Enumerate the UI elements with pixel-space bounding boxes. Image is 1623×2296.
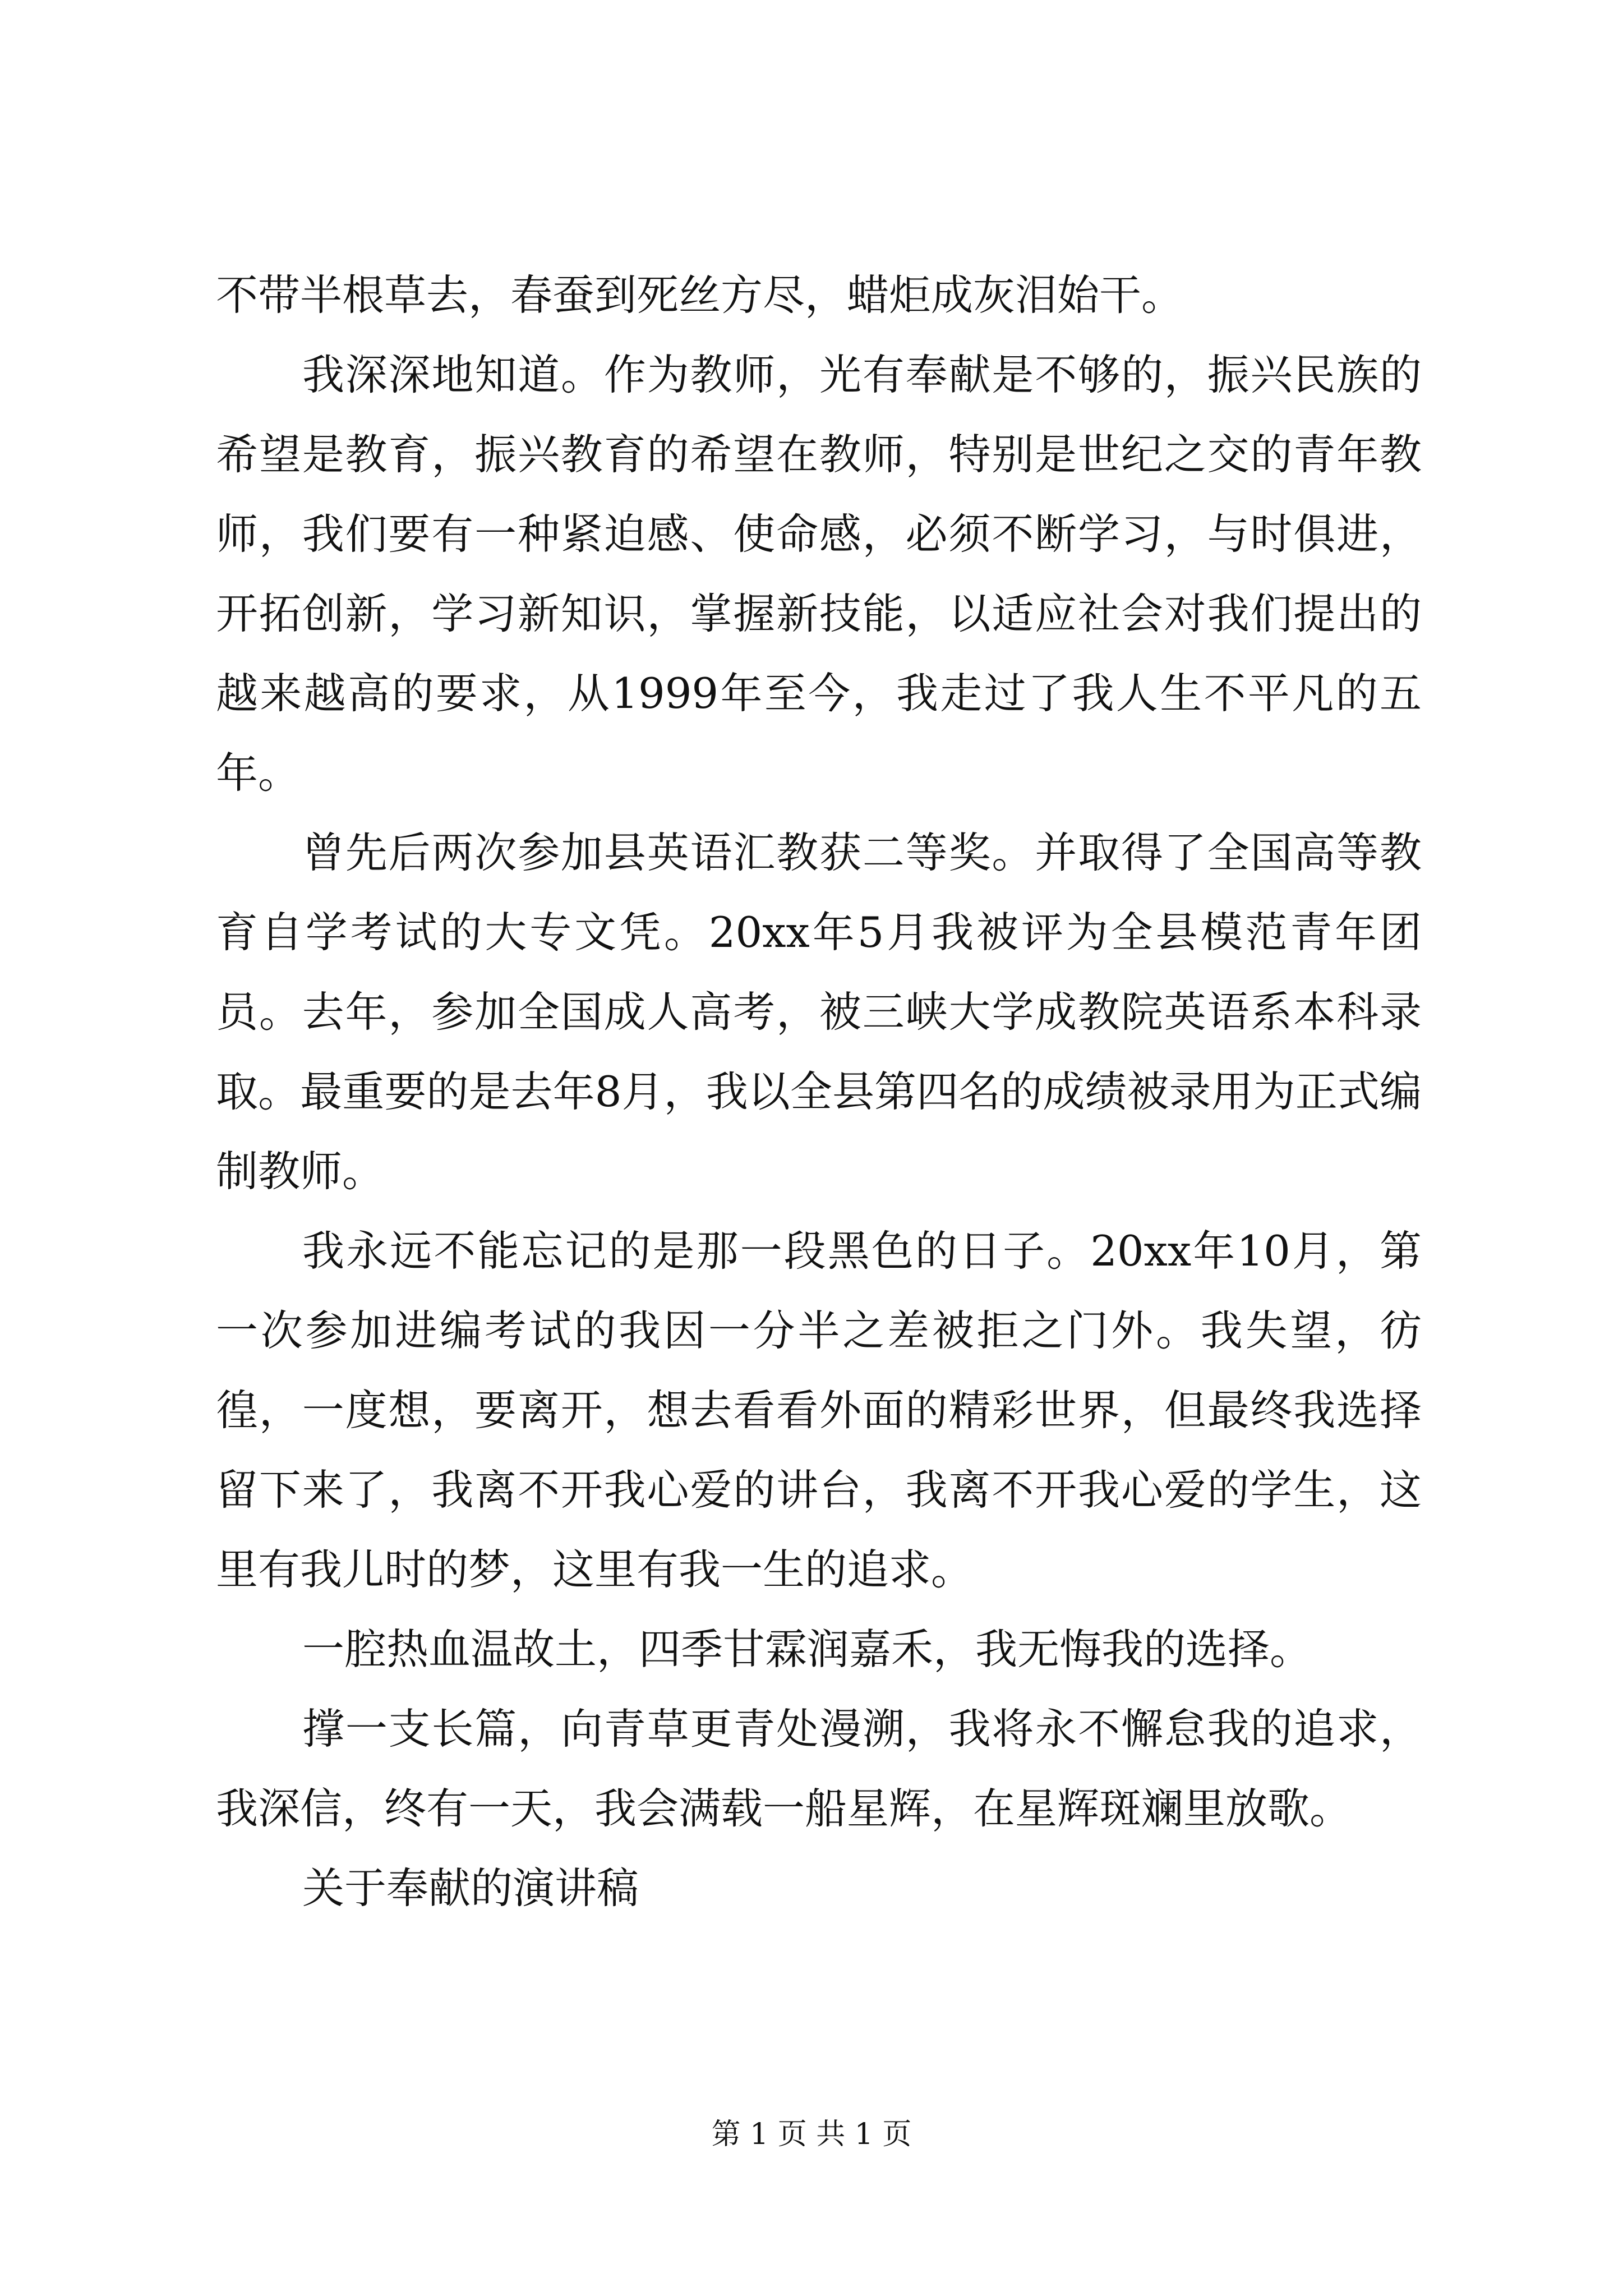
paragraph-achievements: 曾先后两次参加县英语汇教获二等奖。并取得了全国高等教育自学考试的大专文凭。20xx年5月我被评为全县模范青年团员。去年，参加全国成人高考，被三峡大学成教院英语系本科录取。最重要的是去年8月，我以全县第四名的成绩被录用为正式编制教师。 xyxy=(216,828,1422,1196)
paragraph-dark-days: 我永远不能忘记的是那一段黑色的日子。20xx年10月，第一次参加进编考试的我因一分半之差被拒之门外。我失望，彷徨，一度想，要离开，想去看看外面的精彩世界，但最终我选择留下来了，我离不开我心爱的讲台，我离不开我心爱的学生，这里有我儿时的梦，这里有我一生的追求。 xyxy=(216,1226,1422,1594)
paragraph-continuation: 不带半根草去，春蚕到死丝方尽，蜡炬成灰泪始干。 xyxy=(216,270,1184,320)
document-title-line: 关于奉献的演讲稿 xyxy=(302,1864,639,1913)
page-number-footer: 第 1 页 共 1 页 xyxy=(711,2118,912,2151)
paragraph-teacher-mission: 我深深地知道。作为教师，光有奉献是不够的，振兴民族的希望是教育，振兴教育的希望在教师，特别是世纪之交的青年教师，我们要有一种紧迫感、使命感，必须不断学习，与时俱进，开拓创新，学习新知识，掌握新技能，以适应社会对我们提出的越来越高的要求，从1999年至今，我走过了我人生不平凡的五年。 xyxy=(216,350,1422,798)
document-body xyxy=(216,255,1422,1928)
paragraph-closing: 撑一支长篇，向青草更青处漫溯，我将永不懈怠我的追求，我深信，终有一天，我会满载一船星辉，在星辉斑斓里放歌。 xyxy=(216,1704,1422,1833)
paragraph-no-regret: 一腔热血温故土，四季甘霖润嘉禾，我无悔我的选择。 xyxy=(302,1625,1312,1674)
